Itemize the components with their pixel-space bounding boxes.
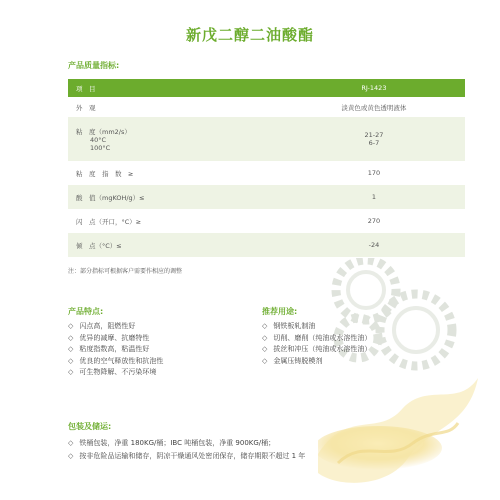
row-value: 170 — [367, 169, 381, 177]
list-item — [68, 356, 163, 368]
list-item-text: 拔丝和冲压（纯油或水溶性油） — [273, 345, 372, 353]
list-item — [262, 356, 371, 368]
spec-note: 注：部分指标可根据客户需要作相应的调整 — [68, 268, 183, 275]
list-item — [68, 344, 163, 356]
row-sublabel: 40°C — [90, 135, 107, 144]
spec-heading: 产品质量指标: — [68, 61, 120, 70]
list-item-text: 优良的空气释放性和抗泡性 — [79, 356, 164, 365]
page-title: 新戊二醇二油酸酯 — [185, 26, 314, 44]
spec-header-row — [68, 79, 465, 97]
gears-oil-illustration — [318, 258, 500, 500]
uses-list — [262, 321, 371, 367]
list-item — [68, 437, 305, 450]
diamond-bullet-icon: ◇ — [262, 345, 268, 353]
features-list — [68, 321, 163, 379]
row-value: 1 — [283, 185, 465, 209]
list-item-text: 铁桶包装，净重 180KG/桶；IBC 吨桶包装，净重 900KG/桶； — [79, 439, 276, 447]
table-row — [68, 117, 465, 161]
table-row — [68, 233, 465, 257]
table-row — [68, 97, 465, 117]
diamond-bullet-icon: ◇ — [262, 356, 268, 365]
row-label: 闪 点（开口，°C）≥ — [76, 217, 142, 226]
row-label: 粘 度 指 数 ≥ — [76, 169, 134, 178]
row-value: 淡黄色或黄色透明液体 — [341, 103, 407, 112]
diamond-bullet-icon: ◇ — [68, 452, 74, 460]
diamond-bullet-icon: ◇ — [262, 322, 268, 330]
list-item — [262, 321, 371, 333]
list-item — [68, 321, 163, 333]
list-item-text: 可生物降解、不污染环境 — [79, 368, 157, 376]
table-row — [68, 209, 465, 233]
row-label: 倾 点（°C）≤ — [68, 233, 283, 257]
diamond-bullet-icon: ◇ — [68, 356, 74, 365]
list-item-text: 钢铁板轧制油 — [273, 322, 316, 330]
list-item-text: 按非危险品运输和储存，阴凉干燥通风处密闭保存，储存期限不超过 1 年 — [79, 452, 306, 460]
row-value: 270 — [367, 217, 381, 225]
row-sublabel: 100°C — [90, 143, 111, 152]
row-value: -24 — [283, 233, 465, 257]
list-item-text: 优异的减摩、抗磨特性 — [79, 333, 150, 342]
list-item-text: 粘度指数高，粘温性好 — [79, 345, 150, 353]
spec-table — [68, 79, 465, 257]
column-header-item: 项 目 — [68, 79, 283, 97]
row-value: 21-27 — [364, 131, 384, 139]
diamond-bullet-icon: ◇ — [68, 333, 74, 342]
list-item — [262, 333, 371, 345]
list-item — [262, 344, 371, 356]
row-value-group — [283, 117, 465, 161]
row-label: 酸 值（mgKOH/g）≤ — [68, 185, 283, 209]
uses-heading: 推荐用途: — [262, 307, 298, 316]
table-row — [68, 185, 465, 209]
features-heading: 产品特点: — [68, 307, 104, 316]
packaging-list — [68, 437, 305, 463]
diamond-bullet-icon: ◇ — [262, 333, 268, 342]
row-label-group — [68, 117, 283, 161]
diamond-bullet-icon: ◇ — [68, 345, 74, 353]
column-header-model: RJ-1423 — [283, 79, 465, 97]
list-item — [68, 333, 163, 345]
row-value: 6-7 — [368, 139, 380, 147]
diamond-bullet-icon: ◇ — [68, 322, 74, 330]
list-item — [68, 450, 305, 463]
diamond-bullet-icon: ◇ — [68, 368, 74, 376]
row-label: 粘 度（mm2/s） — [76, 127, 131, 136]
list-item-text: 闪点高，阻燃性好 — [79, 322, 136, 330]
row-label: 外 观 — [76, 103, 96, 112]
packaging-heading: 包装及储运: — [68, 422, 112, 431]
list-item-text: 金属压铸脱模剂 — [273, 356, 323, 365]
table-row — [68, 161, 465, 185]
list-item — [68, 367, 163, 379]
diamond-bullet-icon: ◇ — [68, 439, 74, 447]
list-item-text: 切削、磨削（纯油或水溶性油） — [273, 333, 372, 342]
